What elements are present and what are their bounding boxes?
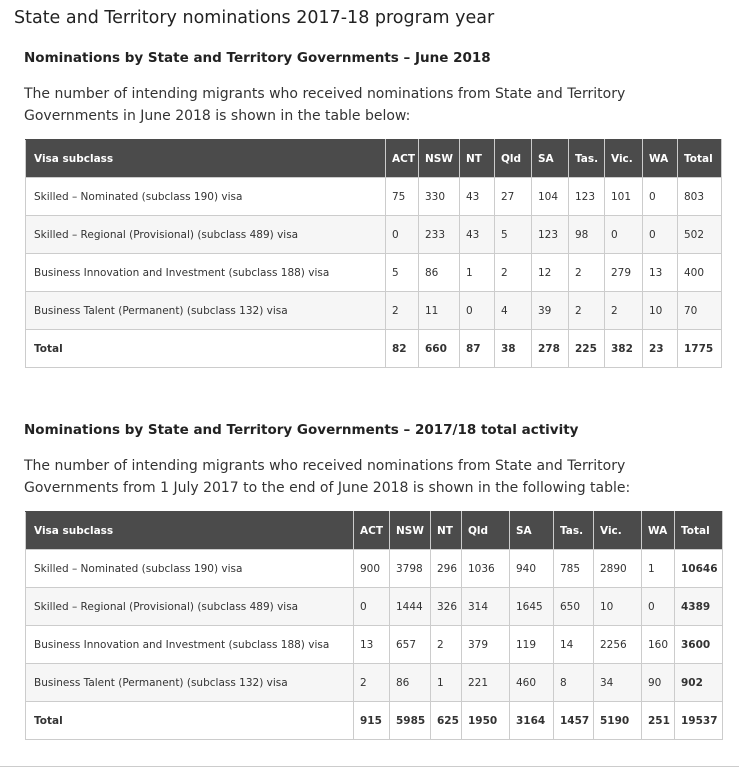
column-header: Total xyxy=(678,140,722,178)
value-cell: 34 xyxy=(594,664,642,702)
value-cell: 86 xyxy=(390,664,431,702)
value-cell: 382 xyxy=(605,330,643,368)
value-cell: 11 xyxy=(419,292,460,330)
value-cell: 0 xyxy=(354,588,390,626)
value-cell: 0 xyxy=(643,178,678,216)
table-row xyxy=(26,550,723,588)
column-header: NT xyxy=(460,140,495,178)
value-cell: 278 xyxy=(532,330,569,368)
page-title: State and Territory nominations 2017-18 program year xyxy=(14,8,495,28)
value-cell: 2 xyxy=(495,254,532,292)
value-cell: 460 xyxy=(510,664,554,702)
table-header-row xyxy=(26,140,722,178)
value-cell: 38 xyxy=(495,330,532,368)
value-cell: 296 xyxy=(431,550,462,588)
value-cell: 1 xyxy=(460,254,495,292)
value-cell: 10 xyxy=(594,588,642,626)
value-cell: 625 xyxy=(431,702,462,740)
value-cell: 657 xyxy=(390,626,431,664)
column-header: Tas. xyxy=(554,512,594,550)
table-total-row xyxy=(26,330,722,368)
visa-subclass-cell: Total xyxy=(26,330,386,368)
value-cell: 0 xyxy=(643,216,678,254)
value-cell: 1457 xyxy=(554,702,594,740)
column-header: SA xyxy=(510,512,554,550)
value-cell: 326 xyxy=(431,588,462,626)
visa-subclass-cell: Total xyxy=(26,702,354,740)
table-row xyxy=(26,664,723,702)
value-cell: 4389 xyxy=(675,588,723,626)
value-cell: 3600 xyxy=(675,626,723,664)
value-cell: 330 xyxy=(419,178,460,216)
value-cell: 123 xyxy=(569,178,605,216)
column-header: WA xyxy=(643,140,678,178)
value-cell: 13 xyxy=(354,626,390,664)
nominations-table-june xyxy=(25,139,722,368)
value-cell: 5190 xyxy=(594,702,642,740)
value-cell: 650 xyxy=(554,588,594,626)
section-heading-total: Nominations by State and Territory Governments – 2017/18 total activity xyxy=(24,422,579,438)
value-cell: 1775 xyxy=(678,330,722,368)
column-header: NSW xyxy=(419,140,460,178)
value-cell: 915 xyxy=(354,702,390,740)
value-cell: 98 xyxy=(569,216,605,254)
value-cell: 2890 xyxy=(594,550,642,588)
value-cell: 5 xyxy=(495,216,532,254)
value-cell: 2 xyxy=(569,254,605,292)
column-header: Visa subclass xyxy=(26,140,386,178)
visa-subclass-cell: Skilled – Nominated (subclass 190) visa xyxy=(26,178,386,216)
value-cell: 225 xyxy=(569,330,605,368)
value-cell: 14 xyxy=(554,626,594,664)
value-cell: 379 xyxy=(462,626,510,664)
value-cell: 160 xyxy=(642,626,675,664)
value-cell: 75 xyxy=(386,178,419,216)
section-intro-june: The number of intending migrants who received nominations from State and Territory Governments in June 2018 is shown in the table below: xyxy=(24,86,626,124)
column-header: WA xyxy=(642,512,675,550)
column-header: ACT xyxy=(386,140,419,178)
value-cell: 279 xyxy=(605,254,643,292)
nominations-table-total-activity xyxy=(25,511,723,740)
value-cell: 502 xyxy=(678,216,722,254)
value-cell: 10 xyxy=(643,292,678,330)
value-cell: 3798 xyxy=(390,550,431,588)
value-cell: 43 xyxy=(460,178,495,216)
column-header: Qld xyxy=(462,512,510,550)
table-total-row xyxy=(26,702,723,740)
value-cell: 0 xyxy=(605,216,643,254)
value-cell: 104 xyxy=(532,178,569,216)
column-header: Vic. xyxy=(594,512,642,550)
value-cell: 785 xyxy=(554,550,594,588)
value-cell: 221 xyxy=(462,664,510,702)
visa-subclass-cell: Business Innovation and Investment (subclass 188) visa xyxy=(26,626,354,664)
value-cell: 23 xyxy=(643,330,678,368)
value-cell: 4 xyxy=(495,292,532,330)
value-cell: 803 xyxy=(678,178,722,216)
value-cell: 1 xyxy=(642,550,675,588)
table-row xyxy=(26,588,723,626)
value-cell: 101 xyxy=(605,178,643,216)
value-cell: 0 xyxy=(386,216,419,254)
value-cell: 39 xyxy=(532,292,569,330)
value-cell: 251 xyxy=(642,702,675,740)
value-cell: 1950 xyxy=(462,702,510,740)
value-cell: 900 xyxy=(354,550,390,588)
value-cell: 2 xyxy=(386,292,419,330)
column-header: SA xyxy=(532,140,569,178)
value-cell: 1645 xyxy=(510,588,554,626)
section-heading-june: Nominations by State and Territory Governments – June 2018 xyxy=(24,50,491,66)
column-header: NT xyxy=(431,512,462,550)
value-cell: 19537 xyxy=(675,702,723,740)
column-header: Vic. xyxy=(605,140,643,178)
value-cell: 0 xyxy=(642,588,675,626)
value-cell: 12 xyxy=(532,254,569,292)
value-cell: 400 xyxy=(678,254,722,292)
divider xyxy=(0,766,739,767)
value-cell: 660 xyxy=(419,330,460,368)
value-cell: 90 xyxy=(642,664,675,702)
value-cell: 2 xyxy=(569,292,605,330)
value-cell: 5985 xyxy=(390,702,431,740)
visa-subclass-cell: Skilled – Nominated (subclass 190) visa xyxy=(26,550,354,588)
column-header: Qld xyxy=(495,140,532,178)
value-cell: 27 xyxy=(495,178,532,216)
table-row xyxy=(26,254,722,292)
column-header: ACT xyxy=(354,512,390,550)
value-cell: 123 xyxy=(532,216,569,254)
value-cell: 5 xyxy=(386,254,419,292)
column-header: NSW xyxy=(390,512,431,550)
table-row xyxy=(26,626,723,664)
value-cell: 2 xyxy=(431,626,462,664)
value-cell: 1444 xyxy=(390,588,431,626)
value-cell: 233 xyxy=(419,216,460,254)
value-cell: 70 xyxy=(678,292,722,330)
value-cell: 314 xyxy=(462,588,510,626)
table-header-row xyxy=(26,512,723,550)
value-cell: 10646 xyxy=(675,550,723,588)
column-header: Total xyxy=(675,512,723,550)
value-cell: 86 xyxy=(419,254,460,292)
value-cell: 1 xyxy=(431,664,462,702)
value-cell: 119 xyxy=(510,626,554,664)
value-cell: 1036 xyxy=(462,550,510,588)
visa-subclass-cell: Business Talent (Permanent) (subclass 132) visa xyxy=(26,292,386,330)
table-row xyxy=(26,178,722,216)
visa-subclass-cell: Skilled – Regional (Provisional) (subclass 489) visa xyxy=(26,216,386,254)
value-cell: 0 xyxy=(460,292,495,330)
visa-subclass-cell: Skilled – Regional (Provisional) (subclass 489) visa xyxy=(26,588,354,626)
value-cell: 3164 xyxy=(510,702,554,740)
value-cell: 8 xyxy=(554,664,594,702)
visa-subclass-cell: Business Talent (Permanent) (subclass 132) visa xyxy=(26,664,354,702)
section-intro-total: The number of intending migrants who received nominations from State and Territory Governments from 1 July 2017 to the end of June 2018 is shown in the following table: xyxy=(24,458,631,496)
value-cell: 2 xyxy=(605,292,643,330)
value-cell: 902 xyxy=(675,664,723,702)
visa-subclass-cell: Business Innovation and Investment (subclass 188) visa xyxy=(26,254,386,292)
value-cell: 2 xyxy=(354,664,390,702)
column-header: Tas. xyxy=(569,140,605,178)
value-cell: 2256 xyxy=(594,626,642,664)
value-cell: 43 xyxy=(460,216,495,254)
table-row xyxy=(26,216,722,254)
value-cell: 87 xyxy=(460,330,495,368)
column-header: Visa subclass xyxy=(26,512,354,550)
value-cell: 82 xyxy=(386,330,419,368)
value-cell: 13 xyxy=(643,254,678,292)
value-cell: 940 xyxy=(510,550,554,588)
table-row xyxy=(26,292,722,330)
